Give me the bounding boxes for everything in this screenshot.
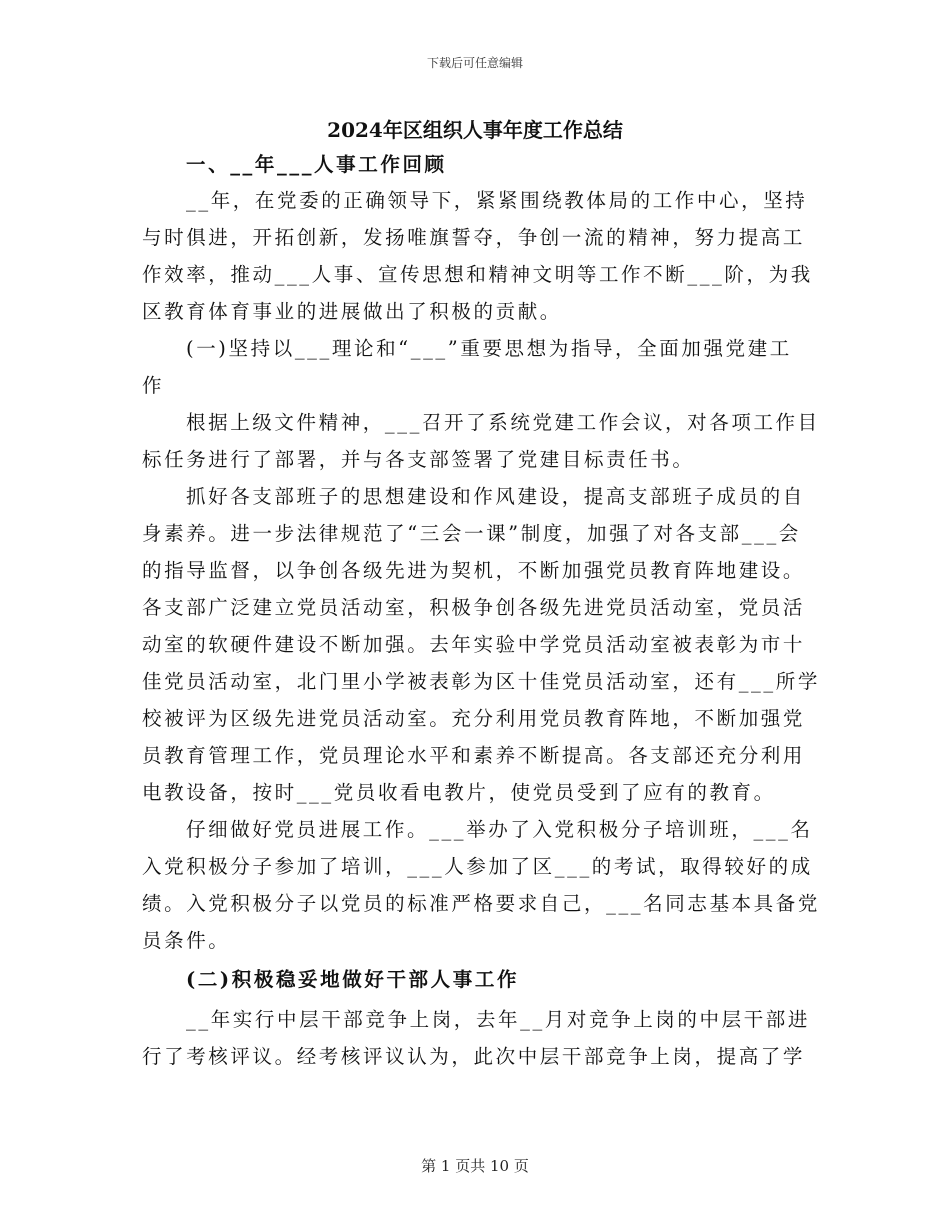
- paragraph-line: 员条件。: [142, 929, 231, 952]
- subsection-heading: (二)积极稳妥地做好干部人事工作: [186, 968, 520, 991]
- paragraph-line: 标任务进行了部署，并与各支部签署了党建目标责任书。: [142, 448, 695, 471]
- document-title: 2024年区组织人事年度工作总结: [327, 118, 623, 142]
- paragraph-line: 的指导监督，以争创各级先进为契机，不断加强党员教育阵地建设。: [142, 559, 806, 582]
- page-number: 第 1 页共 10 页: [421, 1157, 529, 1175]
- subsection-heading-line: (一)坚持以___理论和“___”重要思想为指导，全面加强党建工: [186, 337, 792, 360]
- paragraph-line: 动室的软硬件建设不断加强。去年实验中学党员活动室被表彰为市十: [142, 633, 806, 656]
- paragraph-line: 与时俱进，开拓创新，发扬唯旗誓夺，争创一流的精神，努力提高工: [142, 226, 806, 249]
- subsection-heading-line: 作: [142, 374, 165, 397]
- paragraph-line: __年，在党委的正确领导下，紧紧围绕教体局的工作中心，坚持: [186, 189, 808, 212]
- paragraph-line: 作效率，推动___人事、宣传思想和精神文明等工作不断___阶，为我: [142, 263, 813, 286]
- paragraph-line: 根据上级文件精神，___召开了系统党建工作会议，对各项工作目: [186, 411, 820, 434]
- paragraph-line: 仔细做好党员进展工作。___举办了入党积极分子培训班，___名: [186, 818, 813, 841]
- paragraph-line: 入党积极分子参加了培训，___人参加了区___的考试，取得较好的成: [142, 855, 813, 878]
- paragraph-line: 区教育体育事业的进展做出了积极的贡献。: [142, 300, 562, 323]
- paragraph-line: 身素养。进一步法律规范了“三会一课”制度，加强了对各支部___会: [142, 522, 801, 545]
- paragraph-line: 抓好各支部班子的思想建设和作风建设，提高支部班子成员的自: [186, 485, 805, 508]
- document-body: [142, 148, 820, 1075]
- paragraph-line: 电教设备，按时___党员收看电教片，使党员受到了应有的教育。: [142, 781, 776, 804]
- paragraph-line: 各支部广泛建立党员活动室，积极争创各级先进党员活动室，党员活: [142, 596, 806, 619]
- paragraph-line: 行了考核评议。经考核评议认为，此次中层干部竞争上岗，提高了学: [142, 1045, 806, 1068]
- paragraph-line: 员教育管理工作，党员理论水平和素养不断提高。各支部还充分利用: [142, 744, 806, 767]
- paragraph-line: 佳党员活动室，北门里小学被表彰为区十佳党员活动室，还有___所学: [142, 670, 820, 693]
- paragraph-line: 绩。入党积极分子以党员的标准严格要求自己，___名同志基本具备党: [142, 892, 820, 915]
- paragraph-line: __年实行中层干部竞争上岗，去年__月对竞争上岗的中层干部进: [186, 1008, 811, 1031]
- section-heading: 一、__年___人事工作回顾: [186, 153, 447, 176]
- download-note: 下载后可任意编辑: [426, 56, 523, 70]
- paragraph-line: 校被评为区级先进党员活动室。充分利用党员教育阵地，不断加强党: [142, 707, 806, 730]
